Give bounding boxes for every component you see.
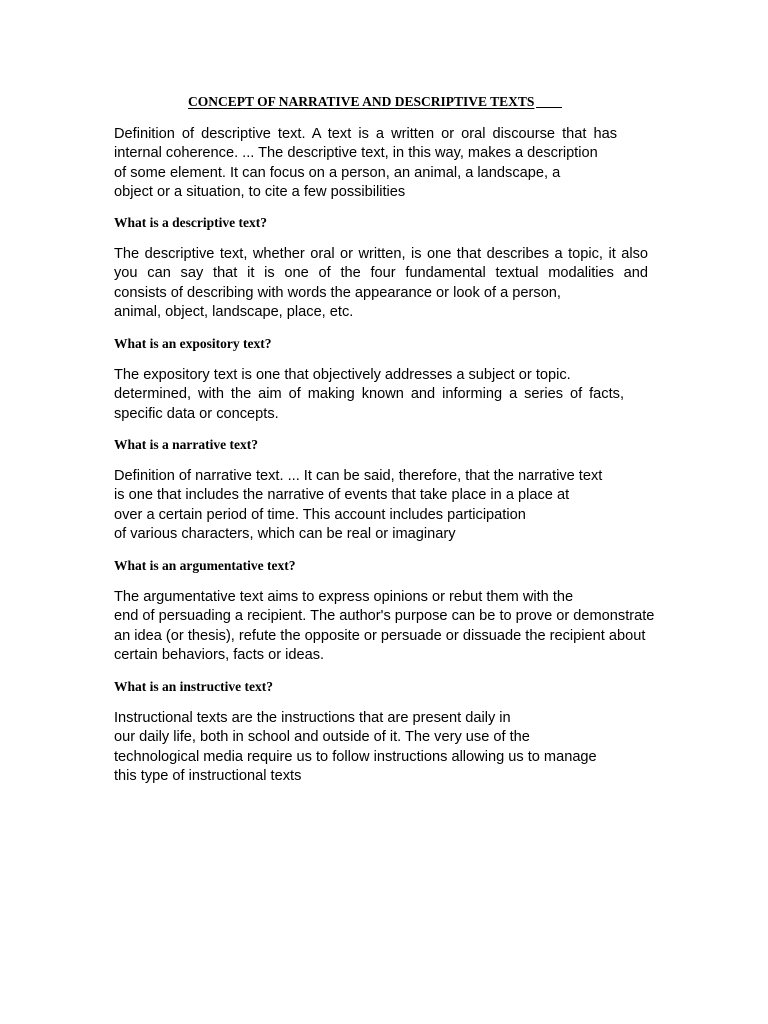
paragraph-expository	[114, 366, 624, 424]
paragraph-line: over a certain period of time. This account includes participation	[114, 506, 526, 523]
document-title-text: CONCEPT OF NARRATIVE AND DESCRIPTIVE TEXTS	[188, 94, 535, 109]
section-heading-argumentative: What is an argumentative text?	[114, 558, 296, 573]
paragraph-line: technological media require us to follow instructions allowing us to manage	[114, 748, 597, 765]
paragraph-line: specific data or concepts.	[114, 405, 279, 422]
paragraph-line: of some element. It can focus on a person, an animal, a landscape, a	[114, 164, 561, 181]
paragraph-line: this type of instructional texts	[114, 767, 302, 784]
paragraph-line: internal coherence. ... The descriptive text, in this way, makes a description	[114, 145, 598, 162]
paragraph-line: you can say that it is one of the four fundamental textual modalities and	[114, 265, 648, 282]
paragraph-line: Instructional texts are the instructions that are present daily in	[114, 710, 511, 726]
paragraph-line: certain behaviors, facts or ideas.	[114, 646, 325, 663]
paragraph-line: The expository text is one that objectively addresses a subject or topic.	[114, 367, 571, 383]
section-heading-descriptive: What is a descriptive text?	[114, 215, 267, 230]
paragraph-line: of various characters, which can be real or imaginary	[114, 525, 456, 542]
paragraph-line: animal, object, landscape, place, etc.	[114, 303, 354, 320]
paragraph-descriptive	[114, 245, 648, 322]
document-title	[188, 93, 562, 111]
paragraph-line: The descriptive text, whether oral or written, is one that describes a topic, it also	[114, 246, 648, 262]
paragraph-intro	[114, 125, 617, 202]
paragraph-line: Definition of descriptive text. A text is a written or oral discourse that has	[114, 126, 617, 142]
paragraph-line: our daily life, both in school and outside of it. The very use of the	[114, 729, 530, 746]
paragraph-line: consists of describing with words the appearance or look of a person,	[114, 284, 561, 301]
paragraph-line: The argumentative text aims to express opinions or rebut them with the	[114, 589, 574, 605]
paragraph-instructive	[114, 709, 624, 786]
section-heading-narrative: What is a narrative text?	[114, 437, 258, 452]
paragraph-line: is one that includes the narrative of events that take place in a place at	[114, 487, 570, 504]
paragraph-line: Definition of narrative text. ... It can be said, therefore, that the narrative text	[114, 468, 603, 484]
paragraph-line: determined, with the aim of making known and informing a series of facts,	[114, 386, 624, 403]
paragraph-line: end of persuading a recipient. The author's purpose can be to prove or demonstrate	[114, 608, 655, 625]
paragraph-argumentative	[114, 588, 670, 665]
section-heading-instructive: What is an instructive text?	[114, 679, 273, 694]
paragraph-narrative	[114, 467, 624, 544]
paragraph-line: object or a situation, to cite a few possibilities	[114, 183, 406, 200]
paragraph-line: an idea (or thesis), refute the opposite or persuade or dissuade the recipient about	[114, 627, 646, 644]
section-heading-expository: What is an expository text?	[114, 336, 272, 351]
title-underline-trail	[536, 106, 562, 108]
